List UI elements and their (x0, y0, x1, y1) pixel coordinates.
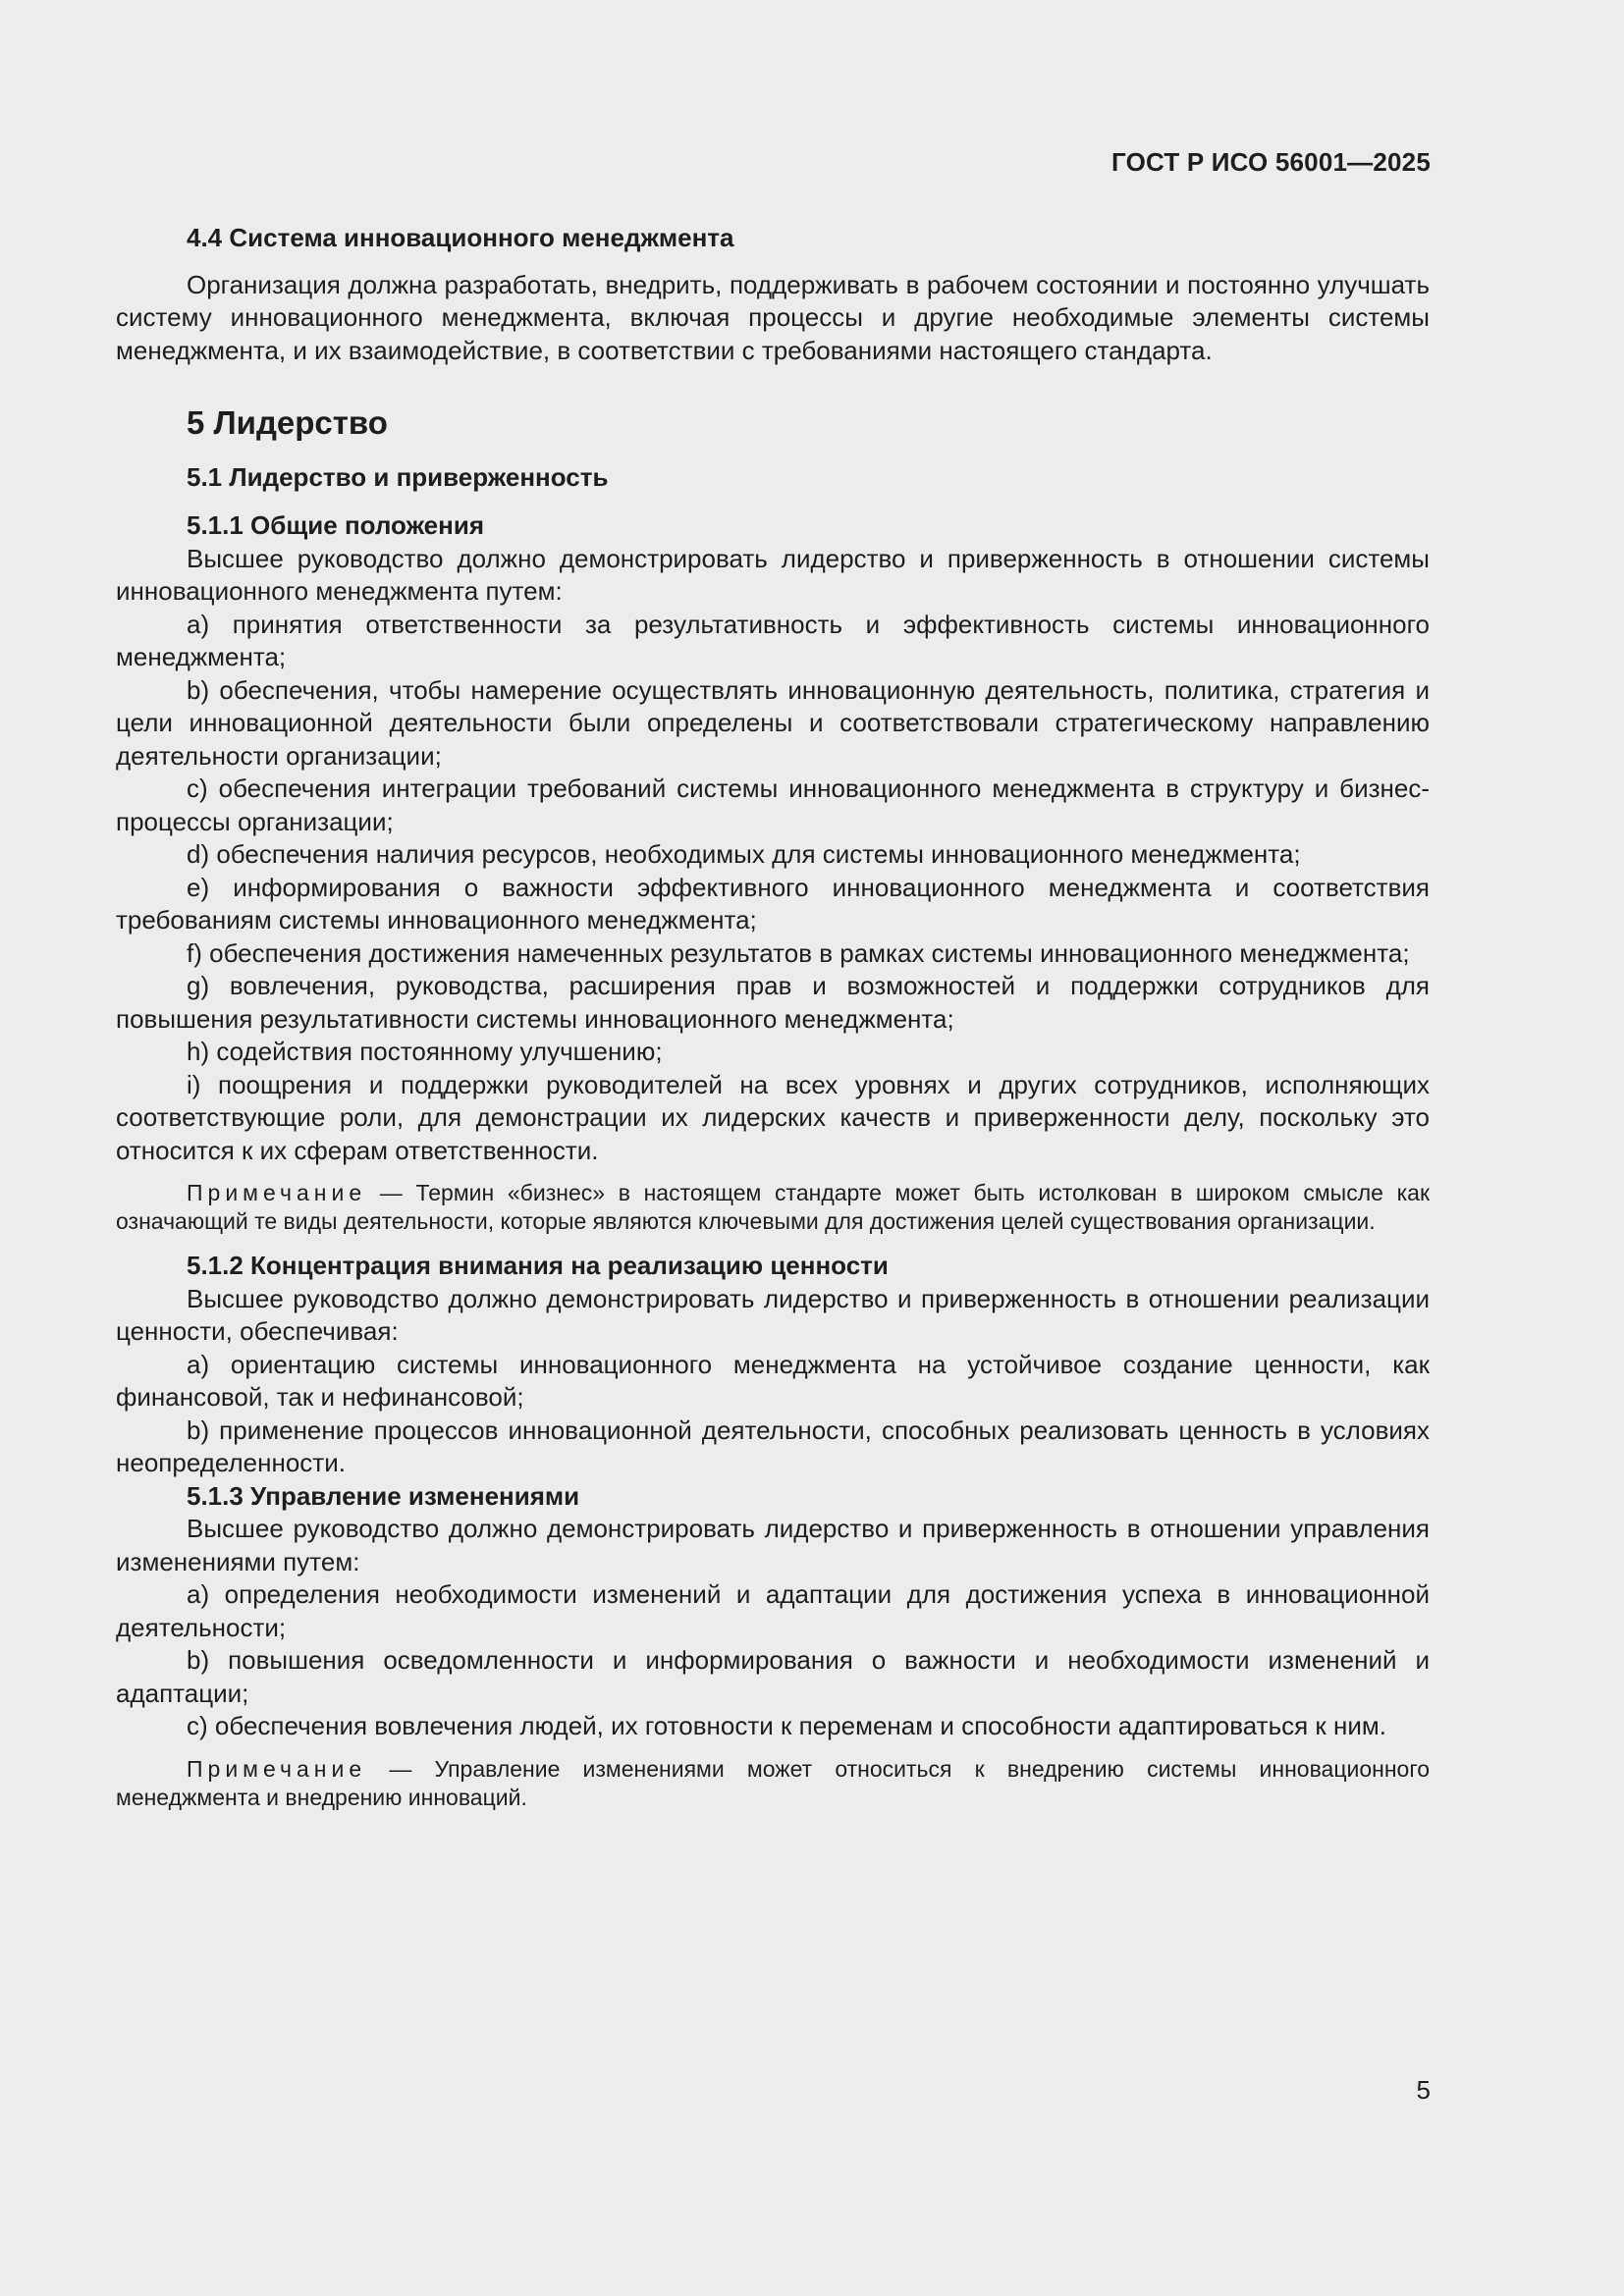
note-text: — Термин «бизнес» в настоящем стандарте может быть истолкован в широком смысле как означающий те виды деятельности, которые являются ключевыми для достижения целей существования организации. (116, 1180, 1431, 1234)
list-item-5-1-1-i: i) поощрения и поддержки руководителей на всех уровнях и других сотрудников, исполняющих соответствующие роли, для демонстрации их лидерских качеств и приверженности делу, поскольку это относится к их сферам ответственности. (116, 1069, 1430, 1165)
heading-5: 5 Лидерство (187, 404, 388, 441)
note-5-1-3 (116, 1755, 1430, 1812)
list-item-5-1-1-f: f) обеспечения достижения намеченных результатов в рамках системы инновационного менеджмента; (187, 937, 1410, 968)
note-text: — Управление изменениями может относиться к внедрению системы инновационного менеджмента и внедрению инноваций. (116, 1755, 1431, 1810)
list-item-5-1-1-d: d) обеспечения наличия ресурсов, необходимых для системы инновационного менеджмента; (187, 839, 1301, 869)
document-body (116, 222, 1430, 1812)
list-item-5-1-1-e: e) информирования о важности эффективного инновационного менеджмента и соответствия требованиям системы инновационного менеджмента; (116, 872, 1430, 934)
heading-5-1-2: 5.1.2 Концентрация внимания на реализацию ценности (187, 1251, 889, 1280)
note-5-1-1 (116, 1179, 1430, 1236)
list-item-5-1-1-a: а) принятия ответственности за результативность и эффективность системы инновационного менеджмента; (116, 609, 1430, 671)
list-item-5-1-3-c: c) обеспечения вовлечения людей, их готовности к переменам и способности адаптироваться к ним. (187, 1711, 1387, 1740)
list-item-5-1-1-b: b) обеспечения, чтобы намерение осуществлять инновационную деятельность, политика, стратегия и цели инновационной деятельности были определены и соответствовали стратегическому направлению деятельности организации; (116, 674, 1430, 771)
list-item-5-1-2-b: b) применение процессов инновационной деятельности, способных реализовать ценность в условиях неопределенности. (116, 1415, 1430, 1477)
list-item-5-1-1-c: c) обеспечения интеграции требований системы инновационного менеджмента в структуру и бизнес-процессы организации; (116, 774, 1430, 836)
note-label: Примечание (187, 1180, 367, 1205)
document-header: ГОСТ Р ИСО 56001—2025 (1110, 147, 1431, 177)
page-number: 5 (1416, 2075, 1431, 2105)
paragraph-5-1-3-intro: Высшее руководство должно демонстрировать лидерство и приверженность в отношении управления изменениями путем: (116, 1514, 1430, 1576)
heading-5-1-3: 5.1.3 Управление изменениями (187, 1480, 580, 1511)
list-item-5-1-3-b: b) повышения осведомленности и информирования о важности и необходимости изменений и адаптации; (116, 1645, 1430, 1708)
list-item-5-1-3-a: а) определения необходимости изменений и адаптации для достижения успеха в инновационной деятельности; (116, 1579, 1430, 1642)
list-item-5-1-2-a: а) ориентацию системы инновационного менеджмента на устойчивое создание ценности, как финансовой, так и нефинансовой; (116, 1349, 1430, 1412)
list-item-5-1-1-h: h) содействия постоянному улучшению; (187, 1037, 663, 1066)
heading-5-1-1: 5.1.1 Общие положения (187, 510, 484, 540)
heading-4-4: 4.4 Система инновационного менеджмента (187, 223, 734, 252)
paragraph-5-1-1-intro: Высшее руководство должно демонстрировать лидерство и приверженность в отношении системы инновационного менеджмента путем: (116, 543, 1430, 606)
heading-5-1: 5.1 Лидерство и приверженность (187, 461, 609, 492)
paragraph-5-1-2-intro: Высшее руководство должно демонстрировать лидерство и приверженность в отношении реализации ценности, обеспечивая: (116, 1283, 1430, 1346)
paragraph-4-4: Организация должна разработать, внедрить, поддерживать в рабочем состоянии и постоянно улучшать систему инновационного менеджмента, включая процессы и другие необходимые элементы системы менеджмента, и их взаимодействие, в соответствии с требованиями настоящего стандарта. (116, 269, 1430, 365)
list-item-5-1-1-g: g) вовлечения, руководства, расширения прав и возможностей и поддержки сотрудников для повышения результативности системы инновационного менеджмента; (116, 971, 1430, 1034)
note-label: Примечание (187, 1755, 367, 1782)
